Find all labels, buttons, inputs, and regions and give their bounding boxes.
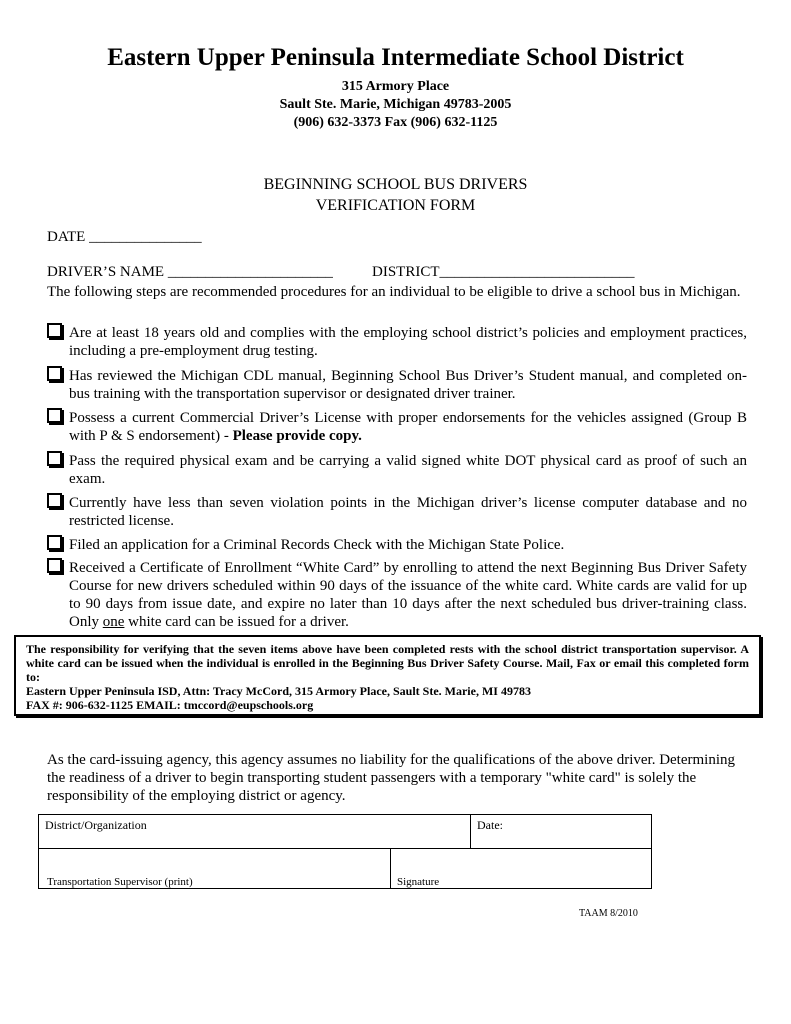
form-title-line-1: BEGINNING SCHOOL BUS DRIVERS	[263, 176, 528, 193]
checkbox[interactable]	[47, 323, 62, 338]
checklist-item-text: Has reviewed the Michigan CDL manual, Beginning School Bus Driver’s Student manual, and completed on-bus training with the transportation supervisor or designated driver trainer.	[69, 368, 747, 402]
address-line-2: Sault Ste. Marie, Michigan 49783-2005	[279, 97, 512, 112]
signature-field[interactable]: Signature	[397, 876, 440, 888]
checkbox[interactable]	[47, 535, 62, 550]
district-field[interactable]: __________________________	[439, 264, 635, 280]
checklist-item-text	[69, 559, 747, 631]
checklist-item-text-end: white card can be issued for a driver.	[124, 614, 349, 630]
date-signature-field[interactable]: Date:	[477, 818, 503, 832]
checklist-item	[47, 494, 747, 530]
checklist-item	[47, 409, 747, 445]
table-column-divider	[470, 815, 471, 848]
checkbox[interactable]	[47, 408, 62, 423]
intro-text: The following steps are recommended procedures for an individual to be eligible to drive a school bus in Michigan.	[47, 284, 741, 300]
one-emphasis: one	[102, 614, 125, 630]
checklist-item-text-main: Received a Certificate of Enrollment “White Card” by enrolling to attend the next Beginning Bus Driver Safety Course for new drivers scheduled within 90 days of the issuance of the white card. White cards are valid for up to 90 days from issue date, and expire no later than 10 days after the next scheduled bus driver-training class. Only	[69, 560, 747, 630]
date-row	[47, 229, 202, 246]
form-code: TAAM 8/2010	[579, 908, 638, 919]
checklist-item	[47, 367, 747, 403]
date-label: DATE	[47, 229, 86, 245]
checklist-item	[47, 559, 747, 631]
district-organization-field[interactable]: District/Organization	[45, 818, 147, 832]
driver-name-row	[47, 264, 333, 281]
form-title-line-2: VERIFICATION FORM	[315, 197, 476, 214]
table-column-divider	[390, 848, 391, 888]
table-row-divider	[39, 848, 651, 849]
mailing-address: Eastern Upper Peninsula ISD, Attn: Tracy McCord, 315 Armory Place, Sault Ste. Marie, MI 49783	[26, 684, 531, 698]
date-field[interactable]: _______________	[89, 229, 202, 245]
checklist-item-text: Filed an application for a Criminal Records Check with the Michigan State Police.	[69, 537, 565, 553]
checklist-item	[47, 324, 747, 360]
driver-name-label: DRIVER’S NAME	[47, 264, 165, 280]
checklist-item-text	[69, 409, 747, 445]
checklist-item-text: Pass the required physical exam and be carrying a valid signed white DOT physical card as proof of such an exam.	[69, 453, 747, 487]
checkbox[interactable]	[47, 366, 62, 381]
notice-text: The responsibility for verifying that the seven items above have been completed rests with the school district transportation supervisor. A white card can be issued when the individual is enrolled in the Beginning Bus Driver Safety Course. Mail, Fax or email this completed form to:	[26, 642, 749, 684]
checkbox[interactable]	[47, 451, 62, 466]
checklist-item-text: Currently have less than seven violation points in the Michigan driver’s license computer database and no restricted license.	[69, 495, 747, 529]
supervisor-name-field[interactable]: Transportation Supervisor (print)	[47, 876, 193, 888]
signature-table	[38, 814, 652, 889]
phone-fax-line: (906) 632-3373 Fax (906) 632-1125	[293, 115, 498, 130]
checklist-item	[47, 536, 747, 554]
checklist-item-text: Are at least 18 years old and complies with the employing school district’s policies and employment practices, including a pre-employment drug testing.	[69, 325, 747, 359]
organization-title: Eastern Upper Peninsula Intermediate School District	[107, 44, 684, 71]
fax-email-line: FAX #: 906-632-1125 EMAIL: tmccord@eupschools.org	[26, 698, 314, 712]
checkbox[interactable]	[47, 493, 62, 508]
liability-disclaimer: As the card-issuing agency, this agency assumes no liability for the qualifications of the above driver. Determining the readiness of a driver to begin transporting student passengers with a temporary "white card" is solely the responsibility of the employing district or agency.	[47, 752, 736, 804]
driver-name-field[interactable]: ______________________	[167, 264, 333, 280]
copy-required-note: Please provide copy.	[232, 428, 362, 444]
checkbox[interactable]	[47, 558, 62, 573]
district-label: DISTRICT	[372, 264, 440, 280]
address-line-1: 315 Armory Place	[341, 79, 450, 94]
responsibility-notice	[14, 635, 761, 716]
checklist-item-text-main: Possess a current Commercial Driver’s License with proper endorsements for the vehicles assigned (Group B with P & S endorsement) -	[69, 410, 747, 444]
district-row	[372, 264, 635, 281]
checklist-item	[47, 452, 747, 488]
